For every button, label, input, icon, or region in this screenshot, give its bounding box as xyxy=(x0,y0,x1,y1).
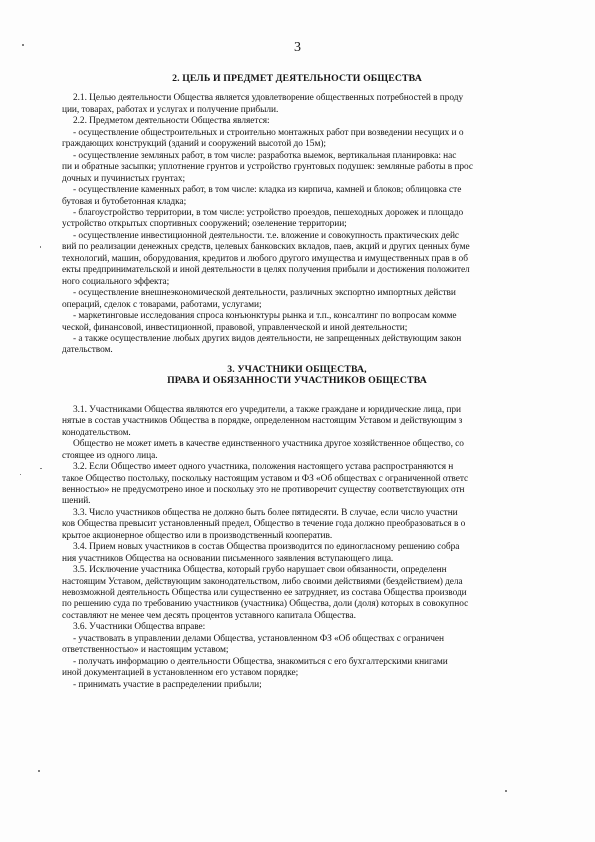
paragraph-line: - осуществление внешнеэкономической деятельности, различных экспортно импортных действи xyxy=(73,288,456,299)
paragraph-line: вий по реализации денежных средств, целевых банковских вкладов, паев, акций и других ценных буме xyxy=(62,242,470,253)
paragraph-line: 3.1. Участниками Общества являются его учредители, а также граждане и юридические лица, при xyxy=(73,404,462,415)
paragraph-line: невозможной деятельность Общества или существенно ее затрудняет, из состава Общества производи xyxy=(62,588,467,599)
paragraph-line: - осуществление земляных работ, в том числе: разработка выемок, вертикальная планировка: нас xyxy=(73,150,457,161)
paragraph-line: - получать информацию о деятельности Общества, знакомиться с его бухгалтерскими книгами xyxy=(73,656,448,667)
paragraph-line: бутовая и бутобетонная кладка; xyxy=(62,196,187,207)
section-2-title: 2. ЦЕЛЬ И ПРЕДМЕТ ДЕЯТЕЛЬНОСТИ ОБЩЕСТВА xyxy=(172,73,422,84)
paragraph-line: Общество не может иметь в качестве единственного участника другое хозяйственное общество, со xyxy=(73,439,464,450)
document-body xyxy=(62,73,595,691)
paragraph-line: ного социального эффекта; xyxy=(62,276,170,287)
paragraph-line: - осуществление инвестиционной деятельности. т.е. вложение и совокупность практических дейс xyxy=(73,230,460,241)
paragraph-line: - благоустройство территории, в том числе: устройство проездов, пешеходных дорожек и площадо xyxy=(73,207,464,218)
paragraph-line: устройство открытых спортивных сооружений; озеленение территории; xyxy=(62,219,347,230)
paragraph-line: стоящее из одного лица. xyxy=(62,450,158,461)
paragraph-line: настоящим Уставом, действующим законодательством, либо своими действиями (бездействием) дела xyxy=(62,576,463,587)
paragraph-line: дательством. xyxy=(62,345,113,356)
paragraph-line: 3.4. Прием новых участников в состав Общества производится по единогласному решению собра xyxy=(73,542,460,553)
paragraph-line: екты предпринимательской и иной деятельности в целях получения прибыли и достижения положител xyxy=(62,265,470,276)
page-number: 3 xyxy=(294,40,301,55)
section-3-title-line-2: ПРАВА И ОБЯЗАННОСТИ УЧАСТНИКОВ ОБЩЕСТВА xyxy=(167,375,427,387)
paragraph-line: составляют не менее чем десять процентов уставного капитала Общества. xyxy=(62,610,356,621)
paragraph-line: граждающих конструкций (зданий и сооружений высотой до 15м); xyxy=(62,139,326,150)
paragraph-line: дочных и пучинистых грунтах; xyxy=(62,173,186,184)
section-3-title-line-1: 3. УЧАСТНИКИ ОБЩЕСТВА, xyxy=(227,363,367,375)
paragraph-line: крытое акционерное общество или в производственный кооператив. xyxy=(62,530,333,541)
paragraph-line: 3.5. Исключение участника Общества, который грубо нарушает свои обязанности, определенн xyxy=(73,565,447,576)
paragraph-line: конодательством. xyxy=(62,427,131,438)
paragraph-line: нятые в состав участников Общества в порядке, определенном настоящим Уставом и действующим з xyxy=(62,416,463,427)
paragraph-line: 3.2. Если Общество имеет одного участника, положения настоящего устава распространяются н xyxy=(73,462,454,473)
paragraph-line: - маркетинговые исследования спроса конъюнктуры рынка и т.п., консалтинг по вопросам комме xyxy=(73,311,457,322)
paragraph-line: операций, сделок с товарами, работами, услугами; xyxy=(62,299,262,310)
paragraph-line: - а также осуществление любых других видов деятельности, не запрещенных действующим закон xyxy=(73,333,462,344)
paragraph-line: 2.2. Предметом деятельности Общества является: xyxy=(73,116,270,127)
paragraph-line: 2.1. Целью деятельности Общества является удовлетворение общественных потребностей в проду xyxy=(73,93,464,104)
paragraph-line: венностью» не предусмотрено иное и поскольку это не противоречит существу соответствующих отн xyxy=(62,484,465,495)
paragraph-line: - участвовать в управлении делами Общества, установленном ФЗ «Об обществах с ограничен xyxy=(73,633,445,644)
paragraph-line: - принимать участие в распределении прибыли; xyxy=(73,679,262,690)
paragraph-line: иной документацией в установленном его уставом порядке; xyxy=(62,668,299,679)
paragraph-line: ния участников Общества на основании письменного заявления вступающего лица. xyxy=(62,553,394,564)
paragraph-line: пи и обратные засыпки; уплотнение грунтов и устройство грунтовых подушек: земляные работы в прос xyxy=(62,162,473,173)
paragraph-line: - осуществление общестроительных и строительно монтажных работ при возведении несущих и о xyxy=(73,127,464,138)
paragraph-line: ответственностью» и настоящим уставом; xyxy=(62,645,229,656)
paragraph-line: шений. xyxy=(62,496,91,507)
paragraph-line: технологий, машин, оборудования, кредитов и любого другого имущества и имущественных прав в об xyxy=(62,253,468,264)
paragraph-line: такое Общество постольку, поскольку настоящим уставом и ФЗ «Об обществах с ограниченной ответс xyxy=(62,473,469,484)
paragraph-line: - осуществление каменных работ, в том числе: кладка из кирпича, камней и блоков; облицовка сте xyxy=(73,185,462,196)
paragraph-line: 3.3. Число участников общества не должно быть более пятидесяти. В случае, если число участни xyxy=(73,507,458,518)
paragraph-line: по решению суда по требованию участников (участника) Общества, доли (доля) которых в совокупнос xyxy=(62,599,469,610)
paragraph-line: ции, товарах, работах и услугах и получение прибыли. xyxy=(62,104,279,115)
paragraph-line: ков Общества превысит установленный предел, Общество в течение года должно преобразоваться в о xyxy=(62,519,466,530)
paragraph-line: ческой, финансовой, инвестиционной, правовой, управленческой и иной деятельности; xyxy=(62,322,408,333)
paragraph-line: 3.6. Участники Общества вправе: xyxy=(73,622,206,633)
